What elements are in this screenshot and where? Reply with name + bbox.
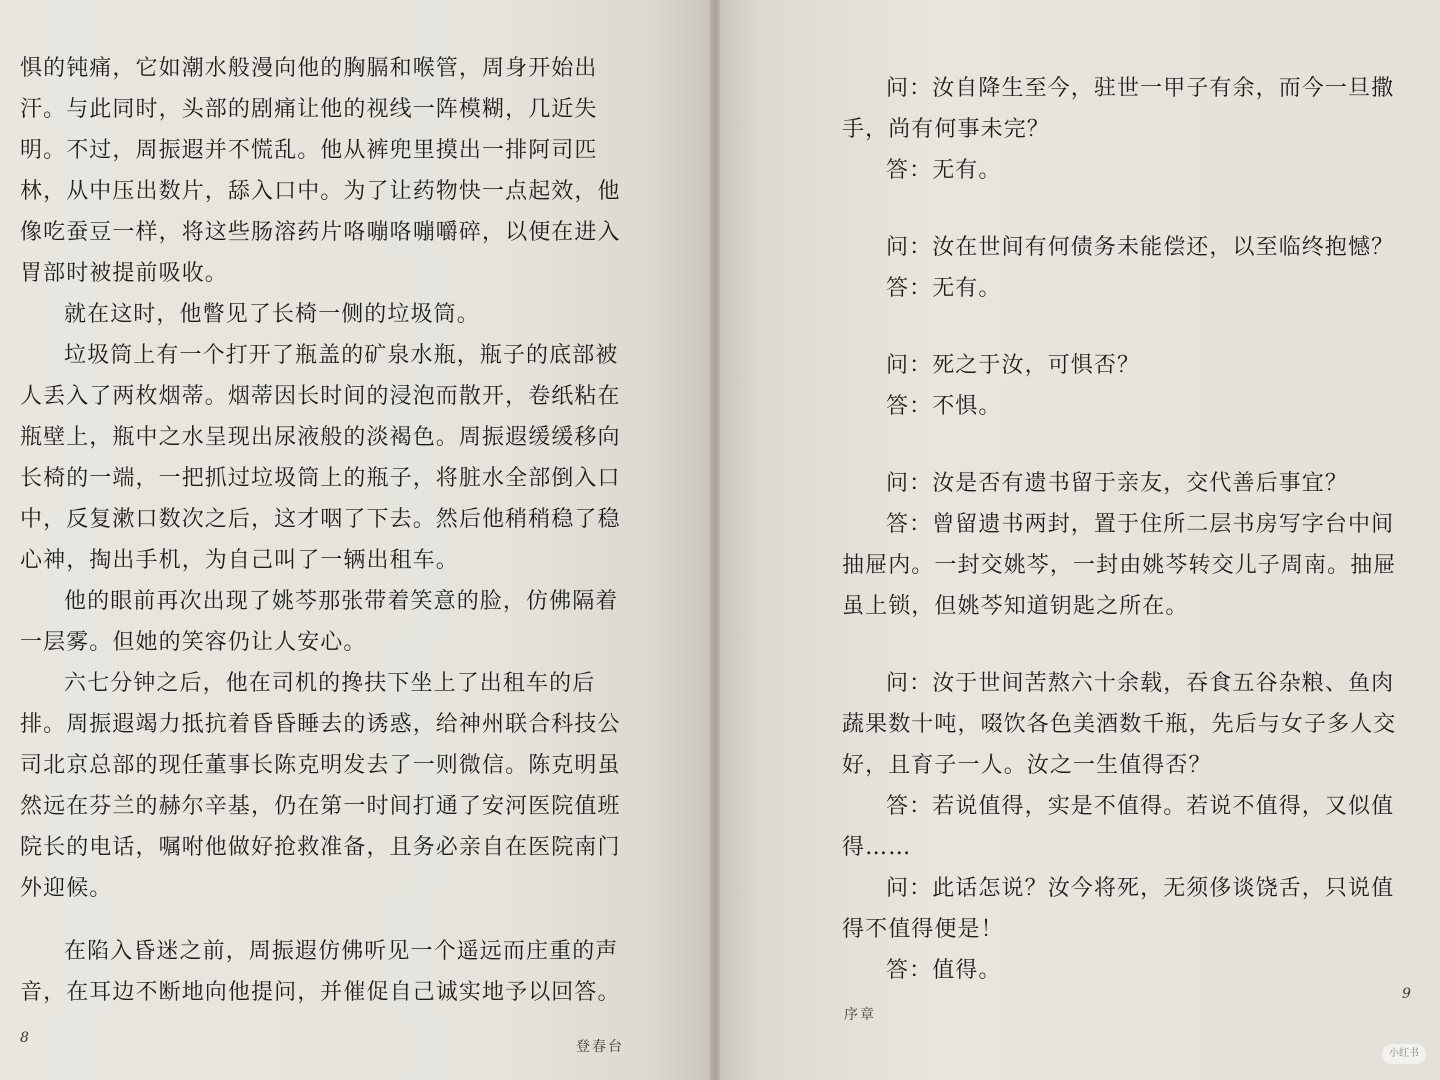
paragraph: 在陷入昏迷之前，周振遐仿佛听见一个遥远而庄重的声音，在耳边不断地向他提问，并催促自己诚实地予以回答。 bbox=[20, 939, 621, 1005]
running-head-left: 登春台 bbox=[576, 1039, 624, 1055]
dialogue-line: 答：曾留遗书两封，置于住所二层书房写字台中间抽屉内。一封交姚芩，一封由姚芩转交儿子周南。抽屉虽上锁，但姚芩知道钥匙之所在。 bbox=[842, 512, 1397, 619]
dialogue-line: 问：死之于汝，可惧否？ bbox=[886, 353, 1141, 378]
dialogue-line: 答：无有。 bbox=[886, 276, 1002, 301]
book-gutter bbox=[710, 0, 720, 1080]
running-head-right: 序章 bbox=[844, 1007, 876, 1023]
dialogue-line: 问：汝于世间苦熬六十余载，吞食五谷杂粮、鱼肉蔬果数十吨，啜饮各色美酒数千瓶，先后与女子多人交好，且育子一人。汝之一生值得否？ bbox=[842, 671, 1397, 778]
dialogue-line: 问：汝是否有遗书留于亲友，交代善后事宜？ bbox=[886, 471, 1349, 496]
dialogue-line: 答：若说值得，实是不值得。若说不值得，又似值得…… bbox=[842, 794, 1395, 860]
right-page-text bbox=[842, 68, 1414, 991]
dialogue-line: 答：不惧。 bbox=[886, 394, 1002, 419]
dialogue-line: 答：值得。 bbox=[886, 958, 1002, 983]
paragraph: 垃圾筒上有一个打开了瓶盖的矿泉水瓶，瓶子的底部被人丢入了两枚烟蒂。烟蒂因长时间的浸泡而散开，卷纸粘在瓶壁上，瓶中之水呈现出尿液般的淡褐色。周振遐缓缓移向长椅的一端，一把抓过垃圾筒上的瓶子，将脏水全部倒入口中，反复漱口数次之后，这才咽了下去。然后他稍稍稳了稳心神，掏出手机，为自己叫了一辆出租车。 bbox=[20, 343, 621, 573]
paragraph: 就在这时，他瞥见了长椅一侧的垃圾筒。 bbox=[64, 302, 480, 327]
left-page-text bbox=[20, 48, 632, 1013]
dialogue-line: 问：汝自降生至今，驻世一甲子有余，而今一旦撒手，尚有何事未完？ bbox=[842, 76, 1395, 142]
dialogue-line: 问：此话怎说？汝今将死，无须侈谈饶舌，只说值得不值得便是！ bbox=[842, 876, 1395, 942]
page-number-right: 9 bbox=[1402, 986, 1411, 1002]
paragraph: 他的眼前再次出现了姚芩那张带着笑意的脸，仿佛隔着一层雾。但她的笑容仍让人安心。 bbox=[20, 589, 619, 655]
dialogue-line: 答：无有。 bbox=[886, 158, 1002, 183]
paragraph: 六七分钟之后，他在司机的搀扶下坐上了出租车的后排。周振遐竭力抵抗着昏昏睡去的诱惑，给神州联合科技公司北京总部的现任董事长陈克明发去了一则微信。陈克明虽然远在芬兰的赫尔辛基，仍在第一时间打通了安河医院值班院长的电话，嘱咐他做好抢救准备，且务必亲自在医院南门外迎候。 bbox=[20, 671, 621, 901]
page-number-left: 8 bbox=[20, 1030, 29, 1046]
paragraph: 惧的钝痛，它如潮水般漫向他的胸膈和喉管，周身开始出汗。与此同时，头部的剧痛让他的视线一阵模糊，几近失明。不过，周振遐并不慌乱。他从裤兜里摸出一排阿司匹林，从中压出数片，舔入口中。为了让药物快一点起效，他像吃蚕豆一样，将这些肠溶药片咯嘣咯嘣嚼碎，以便在进入胃部时被提前吸收。 bbox=[20, 56, 621, 286]
dialogue-line: 问：汝在世间有何债务未能偿还，以至临终抱憾？ bbox=[886, 235, 1395, 260]
watermark-logo: 小红书 bbox=[1382, 1044, 1426, 1064]
